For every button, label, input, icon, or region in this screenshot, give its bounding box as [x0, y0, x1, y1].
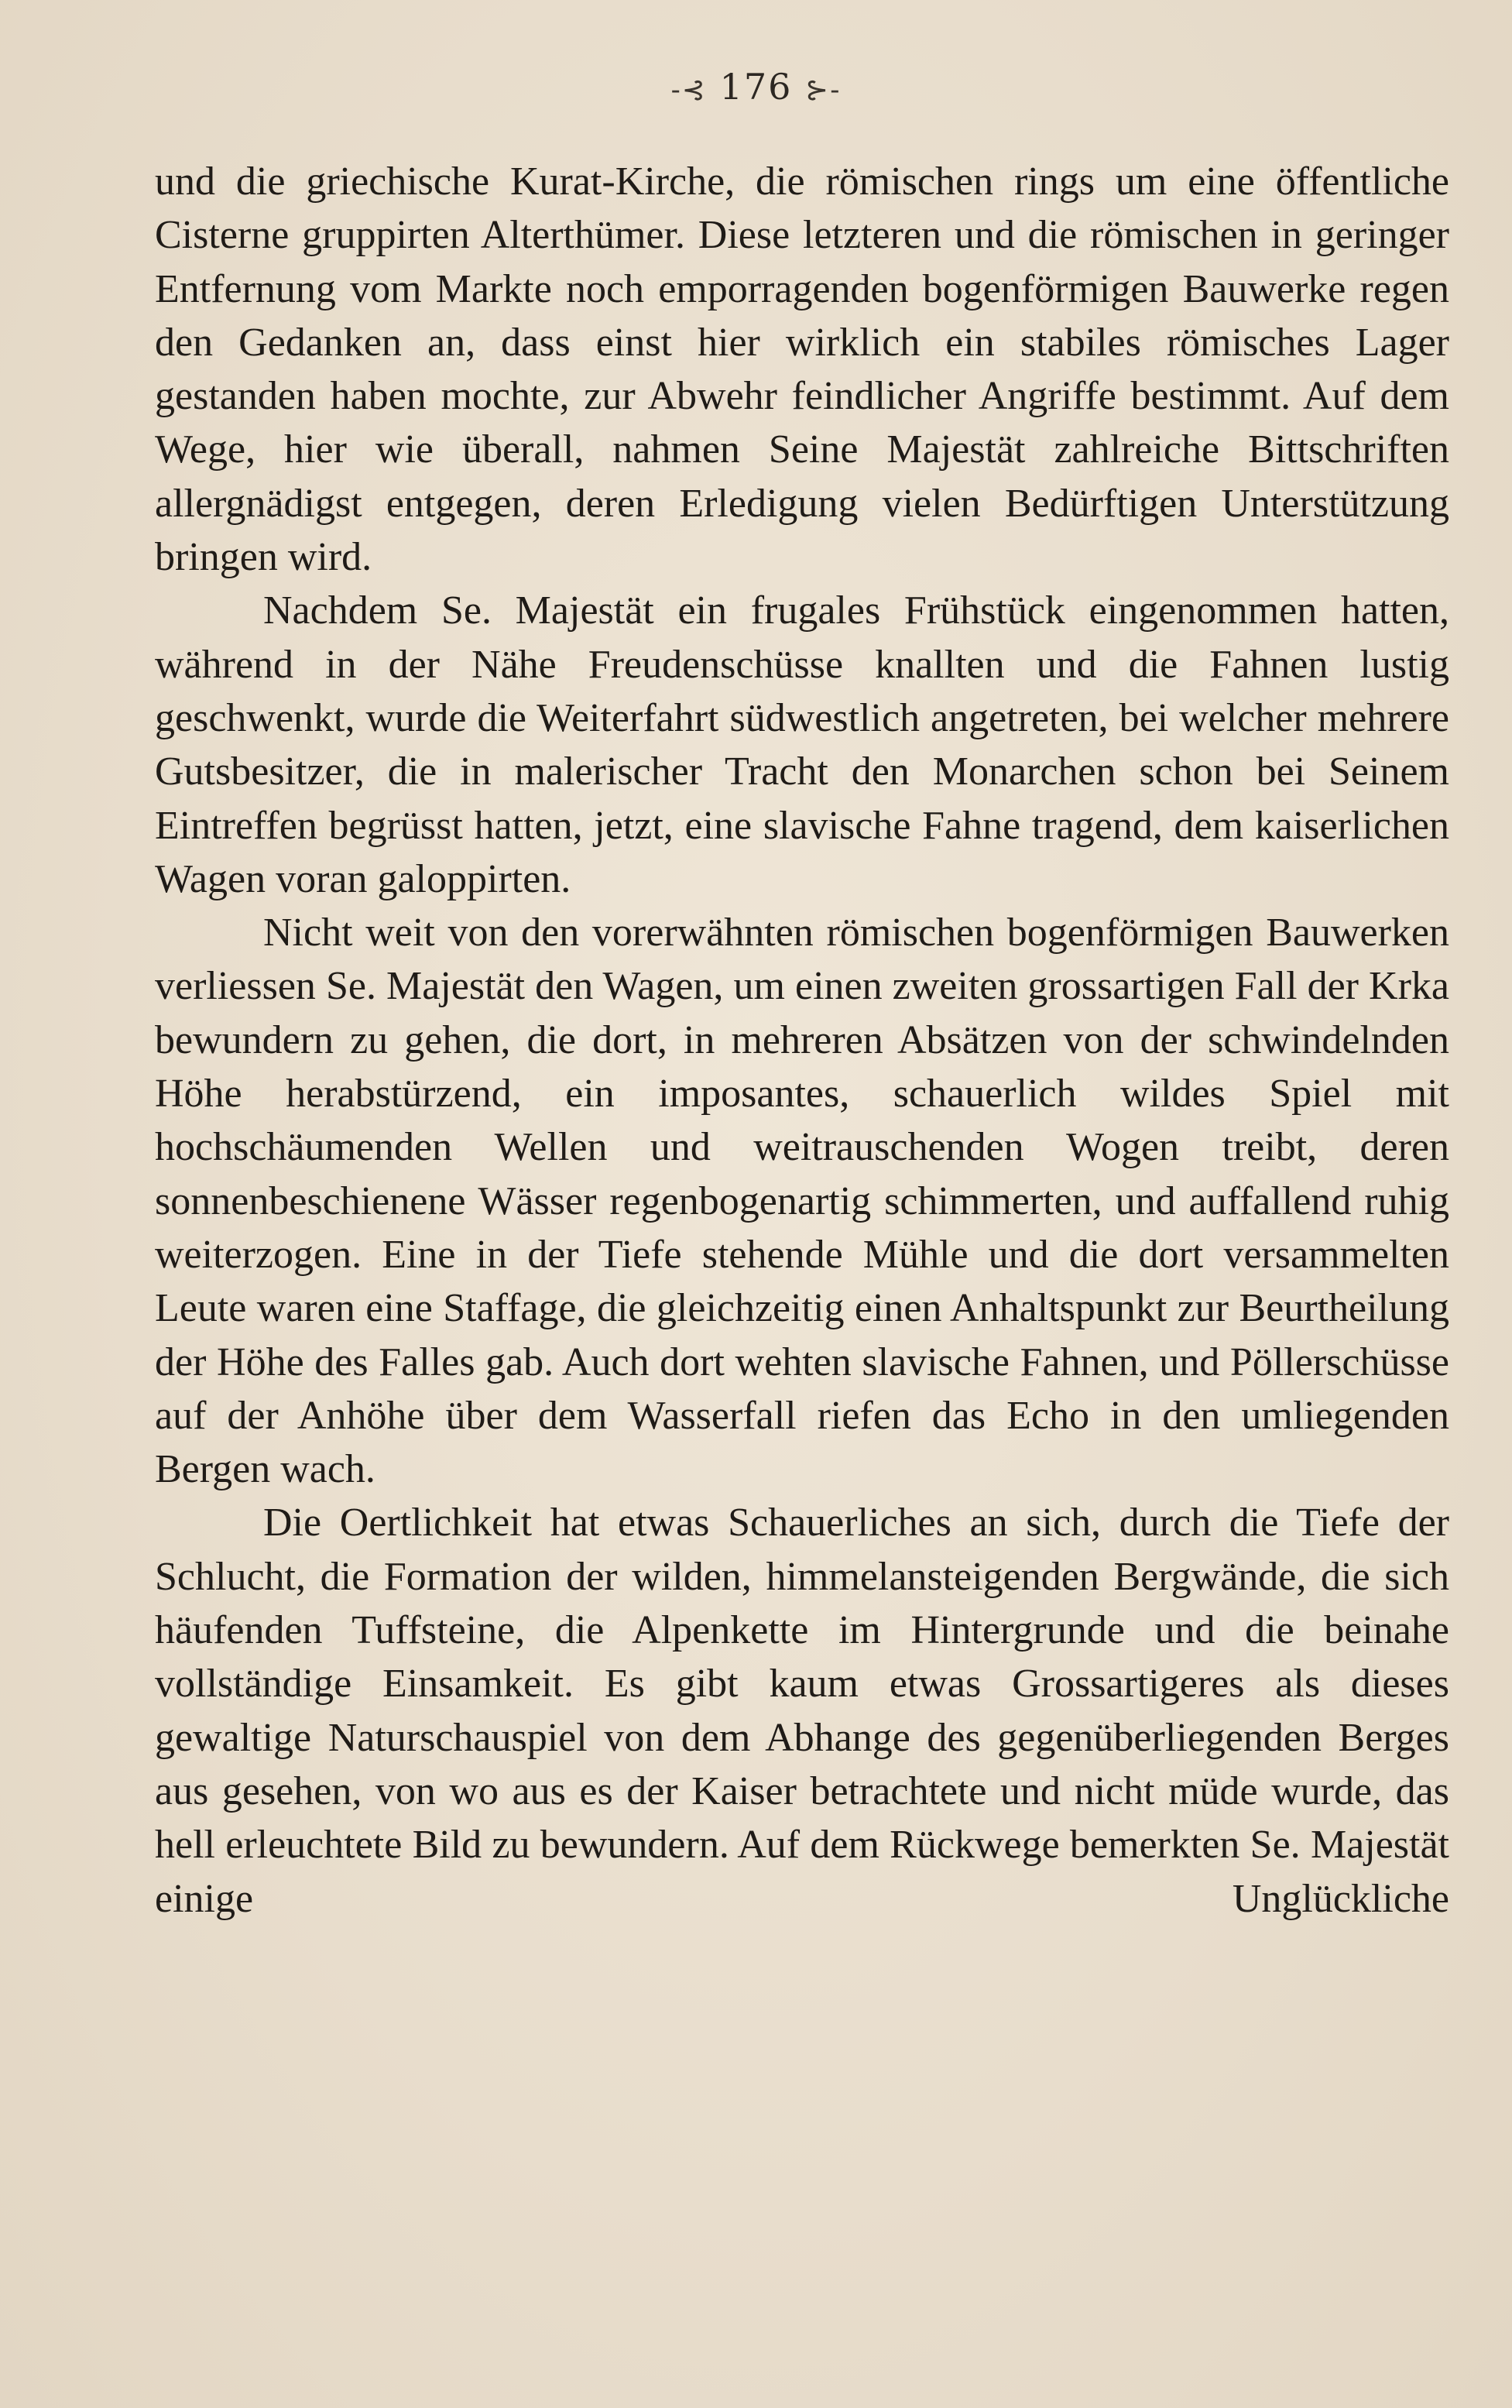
body-text: [155, 155, 1449, 1926]
paragraph-1: und die griechische Kurat-Kirche, die römischen rings um eine öffentliche Cisterne gruppirten Alterthümer. Diese letzteren und die römischen in geringer Entfernung vom Markte noch emporragenden bogenförmigen Bauwerke regen den Gedanken an, dass einst hier wirklich ein stabiles römisches Lager gestanden haben mochte, zur Abwehr feindlicher Angriffe bestimmt. Auf dem Wege, hier wie überall, nahmen Seine Majestät zahlreiche Bittschriften allergnädigst entgegen, deren Erledigung vielen Bedürftigen Unterstützung bringen wird.: [155, 160, 1449, 580]
paragraph-2: Nachdem Se. Majestät ein frugales Frühstück eingenommen hatten, während in der Nähe Freudenschüsse knallten und die Fahnen lustig geschwenkt, wurde die Weiterfahrt südwestlich angetreten, bei welcher mehrere Gutsbesitzer, die in malerischer Tracht den Monarchen schon bei Seinem Eintreffen begrüsst hatten, jetzt, eine slavische Fahne tragend, dem kaiserlichen Wagen voran galoppirten.: [155, 588, 1449, 901]
ornament-left-icon: -⊰: [670, 74, 707, 106]
paragraph-4: Die Oertlichkeit hat etwas Schauerliches an sich, durch die Tiefe der Schlucht, die Formation der wilden, himmelansteigenden Bergwände, die sich häufenden Tuffsteine, die Alpenkette im Hintergrunde und die beinahe vollständige Einsamkeit. Es gibt kaum etwas Grossartigeres als dieses gewaltige Naturschauspiel von dem Abhange des gegenüberliegenden Berges aus gesehen, von wo aus es der Kaiser betrachtete und nicht müde wurde, das hell erleuchtete Bild zu bewundern. Auf dem Rückwege bemerkten Se. Majestät einige Unglückliche: [155, 1501, 1449, 1921]
page-number: 176: [719, 66, 793, 108]
paragraph-3: Nicht weit von den vorerwähnten römischen bogenförmigen Bauwerken verliessen Se. Majestät den Wagen, um einen zweiten grossartigen Fall der Krka bewundern zu gehen, die dort, in mehreren Absätzen von der schwindelnden Höhe herabstürzend, ein imposantes, schauerlich wildes Spiel mit hochschäumenden Wellen und weitrauschenden Wogen treibt, deren sonnenbeschienene Wässer regenbogenartig schimmerten, und auffallend ruhig weiterzogen. Eine in der Tiefe stehende Mühle und die dort versammelten Leute waren eine Staffage, die gleichzeitig einen Anhaltspunkt zur Beurtheilung der Höhe des Falles gab. Auch dort wehten slavische Fahnen, und Pöllerschüsse auf der Anhöhe über dem Wasserfall riefen das Echo in den umliegenden Bergen wach.: [155, 911, 1449, 1492]
page-header: [0, 66, 1512, 108]
ornament-right-icon: ⊱-: [805, 74, 842, 106]
